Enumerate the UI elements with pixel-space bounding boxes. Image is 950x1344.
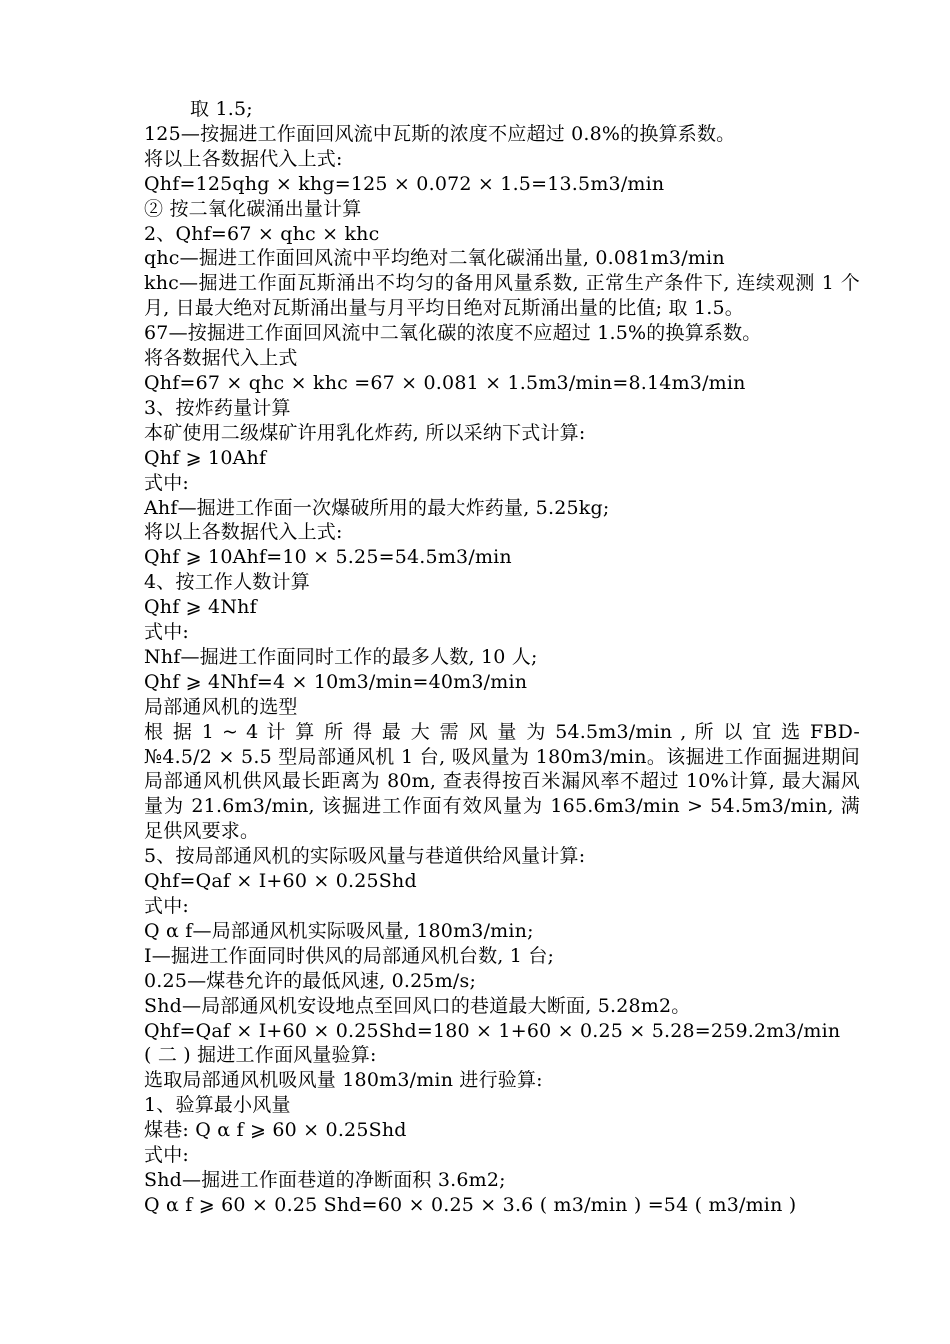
text-line: Ahf—掘进工作面一次爆破所用的最大炸药量, 5.25kg; — [144, 496, 610, 519]
text-paragraph: khc—掘进工作面瓦斯涌出不均匀的备用风量系数, 正常生产条件下, 连续观测 1 个月, 日最大绝对瓦斯涌出量与月平均日绝对瓦斯涌出量的比值; 取 1.5。 — [144, 272, 860, 320]
section-heading: ② 按二氧化碳涌出量计算 — [144, 197, 362, 220]
formula-line: Qhf ⩾ 4Nhf=4 × 10m3/min=40m3/min — [144, 670, 528, 693]
formula-line: Q α f ⩾ 60 × 0.25 Shd=60 × 0.25 × 3.6 ( m3/min ) =54 ( m3/min ) — [144, 1193, 797, 1216]
formula-line: Qhf=125qhg × khg=125 × 0.072 × 1.5=13.5m3/min — [144, 172, 665, 195]
formula-line: 2、Qhf=67 × qhc × khc — [144, 222, 380, 245]
formula-line: Qhf ⩾ 4Nhf — [144, 596, 257, 619]
text-line: 67—按掘进工作面回风流中二氧化碳的浓度不应超过 1.5%的换算系数。 — [144, 322, 762, 345]
text-line: 0.25—煤巷允许的最低风速, 0.25m/s; — [144, 969, 477, 992]
formula-line: Qhf=Qaf × I+60 × 0.25Shd — [144, 870, 417, 893]
text-line: qhc—掘进工作面回风流中平均绝对二氧化碳涌出量, 0.081m3/min — [144, 247, 725, 270]
text-line: 将以上各数据代入上式: — [144, 147, 343, 170]
section-heading: 4、按工作人数计算 — [144, 571, 310, 594]
text-line: Shd—局部通风机安设地点至回风口的巷道最大断面, 5.28m2。 — [144, 994, 691, 1017]
text-line: 式中: — [144, 1144, 190, 1167]
text-line: 将以上各数据代入上式: — [144, 521, 343, 544]
text-line: Nhf—掘进工作面同时工作的最多人数, 10 人; — [144, 645, 538, 668]
text-line: 式中: — [144, 895, 190, 917]
section-heading: 5、按局部通风机的实际吸风量与巷道供给风量计算: — [144, 845, 586, 868]
text-line: 取 1.5; — [190, 98, 253, 120]
text-line: 本矿使用二级煤矿许用乳化炸药, 所以采纳下式计算: — [144, 421, 586, 444]
text-line: 选取局部通风机吸风量 180m3/min 进行验算: — [144, 1069, 543, 1092]
section-heading: ( 二 ) 掘进工作面风量验算: — [144, 1044, 377, 1067]
text-paragraph: 根 据 1 ~ 4 计 算 所 得 最 大 需 风 量 为 54.5m3/min , 所 以 宜 选 FBD-№4.5/2 × 5.5 型局部通风机 1 台, 吸风量为 180m3/min。该掘进工作面掘进期间局部通风机供风最长距离为 80m, 查表得按百米漏风率不超过 10%计算, 最大漏风量为 21.6m3/min, 该掘进工作面有效风量为 165.6m3/min > 54.5m3/min, 满足供风要求。 — [144, 720, 860, 843]
text-line: Shd—掘进工作面巷道的净断面积 3.6m2; — [144, 1168, 506, 1191]
formula-line: Qhf ⩾ 10Ahf=10 × 5.25=54.5m3/min — [144, 546, 512, 569]
formula-line: 煤巷: Q α f ⩾ 60 × 0.25Shd — [144, 1119, 407, 1142]
section-heading: 1、验算最小风量 — [144, 1094, 291, 1117]
text-line: 式中: — [144, 621, 190, 644]
text-line: 125—按掘进工作面回风流中瓦斯的浓度不应超过 0.8%的换算系数。 — [144, 122, 736, 145]
document-body — [88, 97, 860, 1218]
text-line: 将各数据代入上式 — [144, 347, 298, 370]
text-line: 式中: — [144, 471, 190, 494]
text-line: Q α f—局部通风机实际吸风量, 180m3/min; — [144, 919, 534, 942]
text-line: I—掘进工作面同时供风的局部通风机台数, 1 台; — [144, 944, 555, 967]
section-heading: 3、按炸药量计算 — [144, 396, 291, 419]
formula-line: Qhf=Qaf × I+60 × 0.25Shd=180 × 1+60 × 0.25 × 5.28=259.2m3/min — [144, 1019, 841, 1042]
formula-line: Qhf ⩾ 10Ahf — [144, 446, 267, 469]
section-heading: 局部通风机的选型 — [144, 695, 298, 718]
formula-line: Qhf=67 × qhc × khc =67 × 0.081 × 1.5m3/min=8.14m3/min — [144, 371, 746, 394]
